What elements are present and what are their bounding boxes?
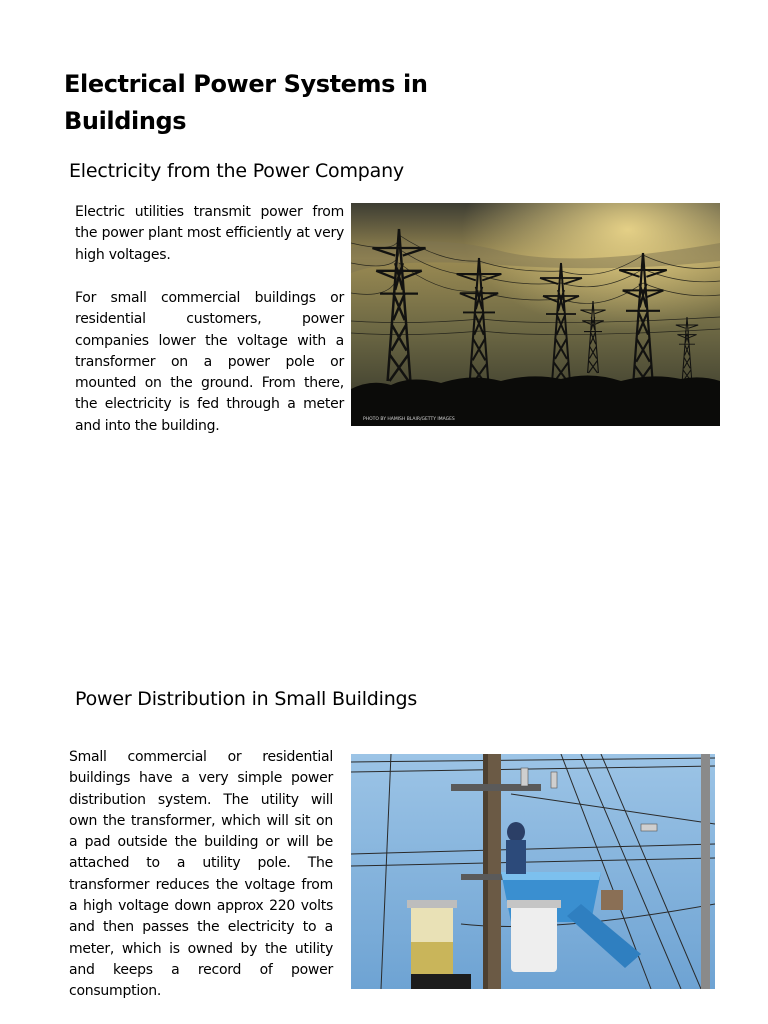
page-title: Electrical Power Systems in Buildings	[64, 70, 428, 135]
paragraph-distribution: Small commercial or residential buildings have a very simple power distribution system. The utility will own the transformer, which will sit on a pad outside the building or will be attached to a utility pole. The transformer reduces the voltage from a high voltage down approx 220 volts and then passes the electricity to a meter, which is owned by the utility and keeps a record of power consumption.	[69, 749, 333, 1000]
photo-credit: PHOTO BY HAMISH BLAIR/GETTY IMAGES	[363, 417, 455, 422]
paragraph-transmission: Electric utilities transmit power from the power plant most efficiently at very high voltages.	[75, 204, 344, 263]
section-heading-power-company: Electricity from the Power Company	[69, 160, 404, 182]
lineman-transformer-photo	[351, 754, 715, 989]
section-heading-distribution: Power Distribution in Small Buildings	[75, 688, 418, 710]
paragraph-voltage-reduction: For small commercial buildings or residential customers, power companies lower the voltage with a transformer on a power pole or mounted on the ground. From there, the electricity is fed through a meter and into the building.	[75, 290, 344, 434]
transmission-towers-photo	[351, 203, 720, 426]
